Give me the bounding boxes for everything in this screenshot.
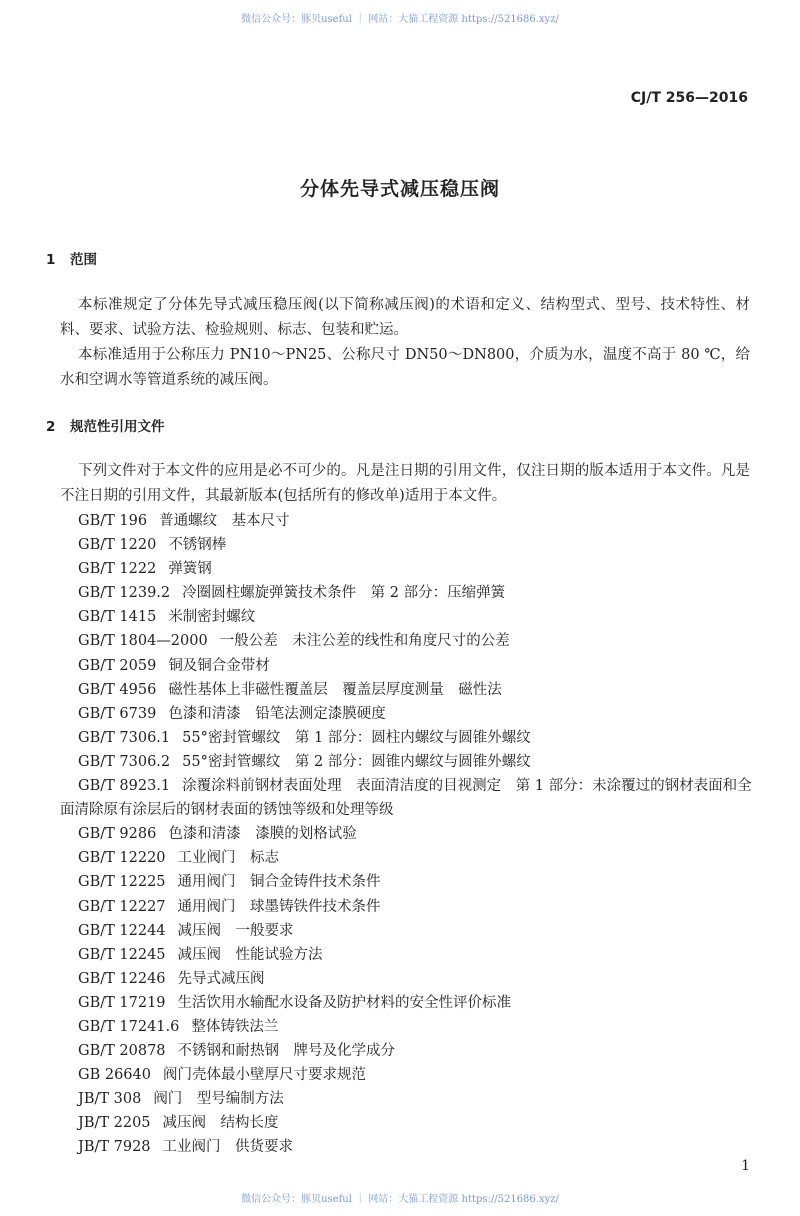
reference-code: GB/T 1220 — [78, 537, 157, 554]
reference-title: 弹簧钢 — [168, 561, 212, 578]
reference-code: GB/T 12220 — [78, 850, 166, 867]
reference-code: GB/T 1415 — [78, 609, 157, 626]
reference-item — [60, 509, 760, 533]
reference-title: 普通螺纹 基本尺寸 — [159, 513, 290, 529]
reference-item — [60, 846, 760, 870]
reference-code: GB/T 7306.2 — [78, 753, 171, 770]
reference-item — [60, 1111, 760, 1135]
reference-code: GB/T 196 — [78, 513, 148, 529]
reference-item — [60, 629, 760, 653]
reference-title: 色漆和清漆 漆膜的划格试验 — [168, 826, 357, 843]
section-number: 2 — [46, 419, 56, 435]
reference-title: 整体铸铁法兰 — [191, 1018, 279, 1035]
reference-code: GB/T 12225 — [78, 874, 166, 891]
reference-title: 米制密封螺纹 — [168, 609, 256, 626]
reference-item — [60, 726, 760, 750]
reference-item — [60, 991, 760, 1015]
reference-item — [60, 943, 760, 967]
reference-title: 阀门壳体最小壁厚尺寸要求规范 — [162, 1067, 366, 1084]
section-title: 范围 — [70, 252, 97, 268]
paragraph: 本标准规定了分体先导式减压稳压阀(以下简称减压阀)的术语和定义、结构型式、型号、技术特性、材料、要求、试验方法、检验规则、标志、包装和贮运。 — [60, 297, 750, 338]
reference-title: 工业阀门 标志 — [177, 850, 280, 867]
reference-item — [60, 1015, 760, 1039]
reference-item — [60, 654, 760, 678]
reference-title: 减压阀 一般要求 — [177, 922, 294, 939]
reference-list — [60, 509, 760, 1160]
reference-title: 涂覆涂料前钢材表面处理 表面清洁度的目视测定 第 1 部分：未涂覆过的钢材表面和全面清除原有涂层后的钢材表面的锈蚀等级和处理等级 — [60, 778, 752, 819]
reference-title: 55°密封管螺纹 第 1 部分：圆柱内螺纹与圆锥外螺纹 — [182, 729, 531, 746]
reference-code: GB/T 1239.2 — [78, 585, 171, 602]
reference-item — [60, 1063, 760, 1087]
reference-title: 冷圈圆柱螺旋弹簧技术条件 第 2 部分：压缩弹簧 — [182, 585, 506, 602]
reference-code: GB/T 8923.1 — [78, 778, 171, 795]
paragraph: 下列文件对于本文件的应用是必不可少的。凡是注日期的引用文件，仅注日期的版本适用于本文件。凡是不注日期的引用文件，其最新版本(包括所有的修改单)适用于本文件。 — [60, 463, 750, 504]
section-number: 1 — [46, 252, 56, 268]
reference-code: GB/T 17241.6 — [78, 1018, 180, 1035]
reference-title: 一般公差 未注公差的线性和角度尺寸的公差 — [219, 633, 510, 650]
page-number: 1 — [741, 1158, 750, 1174]
reference-item — [60, 557, 760, 581]
reference-code: GB/T 6739 — [78, 705, 157, 722]
reference-title: 色漆和清漆 铅笔法测定漆膜硬度 — [168, 705, 386, 722]
reference-title: 通用阀门 铜合金铸件技术条件 — [177, 874, 381, 891]
reference-item — [60, 822, 760, 846]
reference-code: GB/T 1222 — [78, 561, 157, 578]
reference-code: GB/T 20878 — [78, 1043, 166, 1060]
reference-item — [60, 774, 760, 822]
section-heading-2 — [46, 415, 165, 435]
reference-item — [60, 581, 760, 605]
reference-code: GB/T 9286 — [78, 826, 157, 843]
reference-title: 不锈钢棒 — [168, 537, 227, 554]
section-heading-1 — [46, 248, 97, 268]
reference-title: 先导式减压阀 — [177, 970, 265, 987]
reference-title: 铜及铜合金带材 — [168, 657, 270, 674]
reference-item — [60, 967, 760, 991]
reference-item — [60, 919, 760, 943]
reference-title: 减压阀 结构长度 — [162, 1115, 279, 1132]
reference-code: JB/T 2205 — [78, 1115, 151, 1132]
document-title: 分体先导式减压稳压阀 — [299, 178, 500, 200]
reference-item — [60, 895, 760, 919]
reference-title: 磁性基体上非磁性覆盖层 覆盖层厚度测量 磁性法 — [168, 681, 502, 698]
reference-code: JB/T 7928 — [78, 1139, 151, 1156]
reference-item — [60, 1039, 760, 1063]
reference-item — [60, 605, 760, 629]
reference-title: 阀门 型号编制方法 — [153, 1091, 284, 1108]
paragraph: 本标准适用于公称压力 PN10～PN25、公称尺寸 DN50～DN800，介质为水，温度不高于 80 ℃，给水和空调水等管道系统的减压阀。 — [60, 347, 750, 388]
watermark-top: 微信公众号：豚贝useful ｜ 网站：大猫工程资源 https://521686.xyz/ — [241, 14, 559, 25]
reference-item — [60, 1087, 760, 1111]
reference-title: 生活饮用水输配水设备及防护材料的安全性评价标准 — [177, 994, 512, 1011]
reference-title: 减压阀 性能试验方法 — [177, 946, 323, 963]
reference-item — [60, 1135, 760, 1159]
reference-code: GB/T 2059 — [78, 657, 157, 674]
reference-code: GB/T 12246 — [78, 970, 166, 987]
reference-item — [60, 750, 760, 774]
section-title: 规范性引用文件 — [70, 419, 165, 435]
reference-code: GB/T 12245 — [78, 946, 166, 963]
watermark-bottom: 微信公众号：豚贝useful ｜ 网站：大猫工程资源 https://521686.xyz/ — [241, 1194, 559, 1205]
reference-item — [60, 678, 760, 702]
reference-code: GB/T 17219 — [78, 994, 166, 1011]
reference-code: JB/T 308 — [78, 1091, 142, 1108]
reference-code: GB/T 4956 — [78, 681, 157, 698]
reference-code: GB/T 12244 — [78, 922, 166, 939]
reference-title: 通用阀门 球墨铸铁件技术条件 — [177, 898, 381, 915]
reference-item — [60, 533, 760, 557]
reference-item — [60, 870, 760, 894]
reference-code: GB/T 7306.1 — [78, 729, 171, 746]
reference-code: GB/T 1804—2000 — [78, 633, 208, 650]
standard-number: CJ/T 256—2016 — [630, 90, 748, 106]
reference-code: GB 26640 — [78, 1067, 151, 1084]
reference-code: GB/T 12227 — [78, 898, 166, 915]
reference-title: 不锈钢和耐热钢 牌号及化学成分 — [177, 1043, 396, 1060]
reference-title: 工业阀门 供货要求 — [162, 1139, 294, 1156]
reference-title: 55°密封管螺纹 第 2 部分：圆锥内螺纹与圆锥外螺纹 — [182, 753, 531, 770]
reference-item — [60, 702, 760, 726]
